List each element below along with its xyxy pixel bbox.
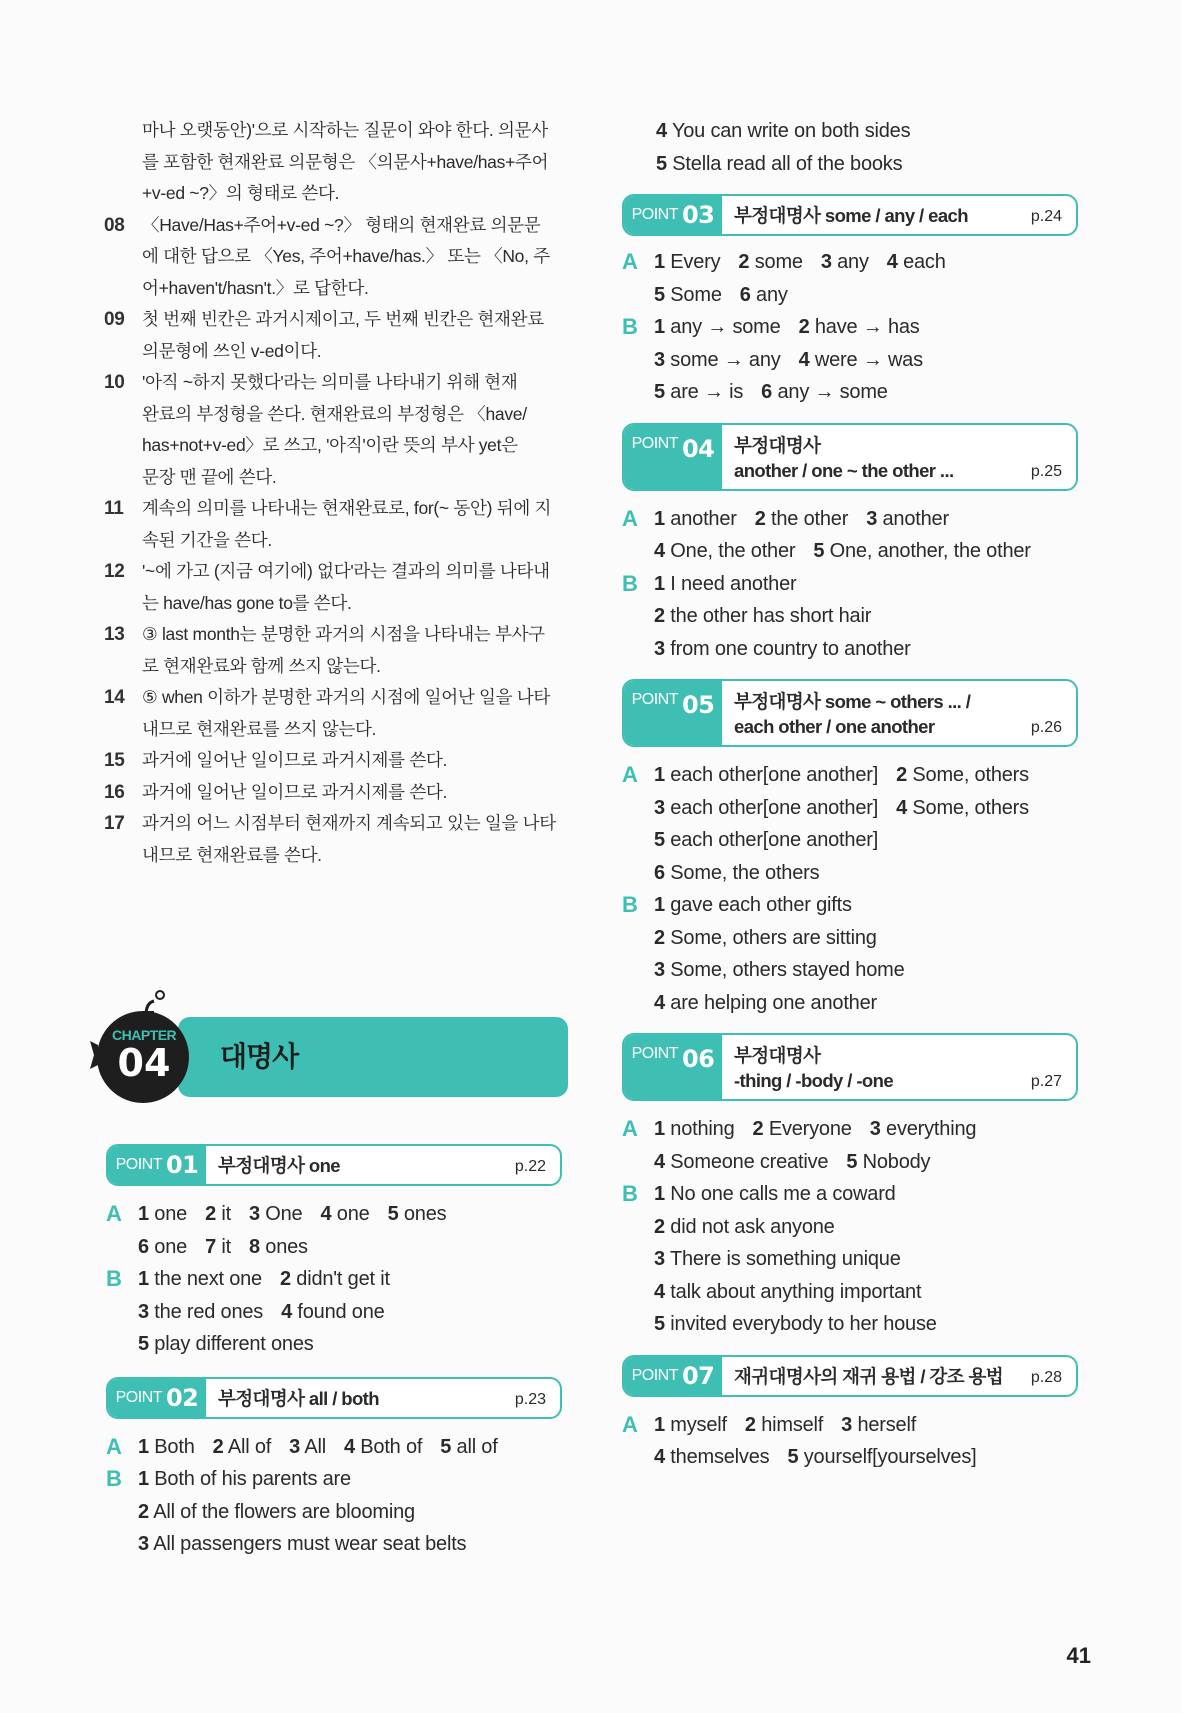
point-07-box (622, 1355, 1078, 1397)
explanation-list (104, 115, 564, 871)
point-title: 재귀대명사의 재귀 용법 / 강조 용법 (734, 1365, 1004, 1387)
answer-item: 1 Every (654, 251, 721, 273)
explanation-text: 내므로 현재완료를 쓴다. (142, 844, 322, 865)
answer-item: 4 each (886, 251, 946, 273)
explanation-line (104, 619, 564, 651)
answers-point-03 (622, 246, 1082, 409)
answer-item: 4 Someone creative (654, 1150, 829, 1173)
answer-number: 4 (656, 120, 667, 142)
item-number (104, 399, 142, 431)
answer-item: 5 Some (654, 283, 722, 306)
section-letter (622, 344, 654, 377)
answer-item: 2 Everyone (752, 1118, 852, 1140)
answer-line (622, 503, 1082, 536)
answer-item: 3 Some, others stayed home (654, 959, 905, 981)
answer-line (622, 759, 1082, 792)
explanation-line (104, 493, 564, 525)
section-letter (622, 1146, 654, 1179)
point-title: 부정대명사 another / one ~ the other ... (734, 434, 954, 481)
point-03-box (622, 194, 1078, 236)
answer-item: 4 talk about anything important (654, 1280, 922, 1303)
item-number: 09 (104, 309, 125, 330)
explanation-line (104, 430, 564, 462)
answer-item: 1 I need another (654, 572, 797, 595)
answer-line (106, 1198, 566, 1231)
item-number: 15 (104, 750, 125, 771)
answer-item: 1 gave each other gifts (654, 894, 852, 916)
item-number (104, 430, 142, 462)
section-letter: A (622, 762, 638, 787)
section-letter (622, 954, 654, 987)
point-tag: POINT 02 (108, 1379, 206, 1417)
explanation-line (104, 273, 564, 305)
answer-item: 3 from one country to another (654, 637, 911, 660)
answer-item: 2 the other has short hair (654, 605, 872, 627)
answer-item: 2 All of the flowers are blooming (138, 1500, 415, 1523)
answer-item: 5 all of (440, 1435, 498, 1458)
explanation-text: 과거의 어느 시점부터 현재까지 계속되고 있는 일을 나타 (142, 813, 556, 833)
section-letter (622, 1308, 654, 1341)
point-title: 부정대명사 some ~ others ... / each other / one another (734, 691, 971, 737)
section-letter (622, 279, 654, 312)
answer-item: 4 Both of (343, 1435, 423, 1458)
section-letter: B (622, 314, 638, 339)
item-number (104, 525, 142, 557)
answer-item: 4 are helping one another (654, 991, 877, 1014)
point-tag: POINT 07 (624, 1357, 722, 1395)
section-letter (622, 792, 654, 825)
answer-item: 5 Nobody (846, 1150, 931, 1173)
explanation-text: 계속의 의미를 나타내는 현재완료로, for(~ 동안) 뒤에 지 (142, 498, 552, 518)
answer-line (106, 1528, 566, 1561)
section-letter (622, 1276, 654, 1309)
item-number: 16 (104, 781, 125, 803)
answer-item: 1 the next one (138, 1268, 262, 1290)
section-letter (106, 1328, 138, 1361)
answer-line (622, 1113, 1082, 1146)
explanation-text: 를 포함한 현재완료 의문형은 〈의문사+have/has+주어 (142, 151, 549, 172)
explanation-text: ⑤ when 이하가 분명한 과거의 시점에 일어난 일을 나타 (142, 687, 551, 707)
point-04-box (622, 423, 1078, 491)
point-tag: POINT 04 (624, 425, 722, 489)
item-number (104, 273, 142, 305)
answer-item: 1 nothing (654, 1118, 735, 1140)
explanation-line (104, 241, 564, 273)
section-letter (106, 1296, 138, 1329)
chapter-label: CHAPTER (112, 1027, 177, 1043)
answer-item: 4 One, the other (654, 540, 796, 562)
answer-item: 5 yourself[yourselves] (787, 1446, 977, 1468)
item-number: 12 (104, 561, 125, 582)
answer-item: 3 All (289, 1435, 326, 1458)
answer-item: 3 There is something unique (654, 1248, 901, 1270)
answer-line (622, 1146, 1082, 1179)
answer-item: 2 it (205, 1203, 231, 1225)
point-tag: POINT 03 (624, 196, 722, 234)
explanation-text: 에 대한 답으로 〈Yes, 주어+have/has.〉 또는 〈No, 주 (142, 246, 550, 266)
explanation-text: 로 현재완료와 함께 쓰지 않는다. (142, 655, 381, 676)
section-letter (106, 1231, 138, 1264)
answer-text: Stella read all of the books (672, 152, 903, 175)
item-number: 13 (104, 624, 125, 645)
answer-item: 6 Some, the others (654, 861, 820, 884)
answer-item: 3 some → any (654, 348, 781, 371)
answer-line (656, 148, 1082, 181)
explanation-line (104, 745, 564, 777)
item-number: 11 (104, 498, 124, 519)
answer-item: 3 another (866, 507, 949, 530)
explanation-line (104, 210, 564, 242)
chapter-number: 04 (117, 1041, 171, 1085)
answer-item: 2 some (738, 251, 803, 273)
point-tag: POINT 06 (624, 1035, 722, 1099)
section-letter (622, 922, 654, 955)
section-letter (622, 1243, 654, 1276)
explanation-text: 과거에 일어난 일이므로 과거시제를 쓴다. (142, 781, 448, 802)
section-letter (622, 1441, 654, 1474)
answer-line (622, 792, 1082, 825)
answer-item: 5 each other[one another] (654, 829, 879, 851)
section-letter: B (106, 1466, 122, 1491)
answers-point-06 (622, 1113, 1082, 1341)
point-page: p.26 (1030, 719, 1062, 736)
item-number: 10 (104, 372, 125, 393)
item-number: 14 (104, 687, 125, 708)
answers-point-01 (106, 1198, 566, 1361)
section-letter: B (622, 892, 638, 917)
section-letter (622, 600, 654, 633)
section-letter: A (106, 1433, 122, 1459)
explanation-text: 속된 기간을 쓴다. (142, 529, 272, 550)
answer-line (622, 568, 1082, 601)
explanation-text: 첫 번째 빈칸은 과거시제이고, 두 번째 빈칸은 현재완료 (142, 309, 544, 329)
point-title: 부정대명사 one (218, 1155, 340, 1176)
explanation-text: +v-ed ~?〉의 형태로 쓴다. (142, 183, 340, 203)
answer-item: 7 it (205, 1235, 231, 1258)
explanation-text: 마나 오랫동안)'으로 시작하는 질문이 와야 한다. 의문사 (142, 120, 548, 140)
explanation-line (104, 808, 564, 840)
point-page: p.23 (514, 1390, 546, 1408)
answer-line (622, 889, 1082, 922)
explanation-text: ③ last month는 분명한 과거의 시점을 나타내는 부사구 (142, 624, 545, 644)
explanation-text: '~에 가고 (지금 여기에) 없다'라는 결과의 의미를 나타내 (142, 561, 550, 581)
explanation-line (104, 651, 564, 683)
answer-line (106, 1296, 566, 1329)
explanation-text: 완료의 부정형을 쓴다. 현재완료의 부정형은 〈have/ (142, 403, 527, 424)
answer-item: 5 play different ones (138, 1333, 314, 1355)
chapter-title: 대명사 (220, 1041, 299, 1072)
explanation-line (104, 336, 564, 368)
answer-line (622, 857, 1082, 890)
item-number (104, 651, 142, 683)
answer-item: 3 One (248, 1203, 303, 1225)
item-number: 08 (104, 214, 125, 236)
explanation-text: '아직 ~하지 못했다'라는 의미를 나타내기 위해 현재 (142, 372, 518, 392)
explanation-line (104, 777, 564, 809)
answer-item: 5 are → is (654, 381, 744, 403)
answer-item: 1 another (654, 507, 737, 530)
explanation-line (104, 304, 564, 336)
answer-item: 5 invited everybody to her house (654, 1313, 937, 1335)
point-page: p.28 (1030, 1368, 1062, 1386)
page-number: 41 (1066, 1643, 1091, 1668)
explanation-text: 내므로 현재완료를 쓰지 않는다. (142, 718, 377, 739)
explanation-text: has+not+v-ed〉로 쓰고, '아직'이란 뜻의 부사 yet은 (142, 435, 518, 455)
answer-line (622, 246, 1082, 279)
answer-line (656, 115, 1082, 148)
explanation-line (104, 115, 564, 147)
answer-line (622, 824, 1082, 857)
section-letter (622, 535, 654, 568)
item-number (104, 336, 142, 368)
answer-item: 6 any (739, 283, 788, 306)
answer-line (622, 311, 1082, 344)
section-letter: A (622, 1116, 638, 1141)
answer-line (106, 1231, 566, 1264)
answers-point-05 (622, 759, 1082, 1019)
answer-line (622, 535, 1082, 568)
explanation-line (104, 588, 564, 620)
item-number: 17 (104, 813, 125, 834)
section-letter (622, 1211, 654, 1244)
answer-item: 1 any → some (654, 316, 781, 338)
item-number (104, 840, 142, 872)
answer-line (106, 1328, 566, 1361)
answer-line (622, 633, 1082, 666)
answer-line (622, 344, 1082, 377)
answer-line (622, 1243, 1082, 1276)
answer-item: 3 the red ones (138, 1300, 264, 1323)
answer-line (106, 1463, 566, 1496)
point-05-box (622, 679, 1078, 747)
answer-item: 3 All passengers must wear seat belts (138, 1533, 467, 1555)
answer-line (106, 1263, 566, 1296)
answer-item: 4 one (320, 1203, 370, 1225)
answer-item: 1 Both of his parents are (138, 1468, 351, 1490)
answers-point-04 (622, 503, 1082, 666)
answer-item: 2 the other (754, 507, 849, 530)
explanation-text: 문장 맨 끝에 쓴다. (142, 466, 277, 487)
answer-item: 6 one (138, 1235, 188, 1258)
answer-item: 2 Some, others are sitting (654, 926, 877, 949)
answer-line (622, 987, 1082, 1020)
section-letter (622, 857, 654, 890)
answer-item: 1 myself (654, 1413, 727, 1436)
answer-line (622, 922, 1082, 955)
answer-text: You can write on both sides (671, 120, 911, 142)
item-number (104, 115, 142, 147)
explanation-line (104, 399, 564, 431)
answer-line (106, 1431, 566, 1464)
answer-line (622, 954, 1082, 987)
point-page: p.27 (1030, 1073, 1062, 1090)
section-letter (622, 633, 654, 666)
item-number (104, 241, 142, 273)
answer-line (622, 279, 1082, 312)
point-title: 부정대명사 all / both (218, 1387, 379, 1409)
answer-line (622, 376, 1082, 409)
answer-item: 8 ones (248, 1235, 308, 1258)
answer-number: 5 (656, 152, 667, 175)
explanation-line (104, 556, 564, 588)
point-02-box (106, 1377, 562, 1419)
point-page: p.22 (514, 1158, 546, 1175)
answer-item: 2 All of (212, 1435, 272, 1458)
answer-item: 5 ones (387, 1203, 447, 1225)
answer-line (622, 1211, 1082, 1244)
answer-item: 3 any (820, 251, 869, 273)
answer-item: 1 Both (138, 1435, 195, 1458)
answer-item: 4 Some, others (896, 796, 1029, 819)
left-points (106, 1144, 566, 1561)
answer-item: 1 each other[one another] (654, 764, 879, 786)
point-page: p.24 (1030, 208, 1062, 225)
answer-item: 4 themselves (654, 1446, 770, 1468)
section-letter (622, 824, 654, 857)
answer-line (622, 1409, 1082, 1442)
section-letter (106, 1528, 138, 1561)
point-01-box (106, 1144, 562, 1186)
answers-point-07 (622, 1409, 1082, 1474)
item-number (104, 462, 142, 494)
answer-line (622, 1276, 1082, 1309)
answer-line (622, 1441, 1082, 1474)
answer-item: 6 any → some (761, 381, 888, 403)
explanation-text: 의문형에 쓰인 v-ed이다. (142, 340, 322, 361)
answer-item: 2 have → has (798, 316, 920, 338)
answer-item: 1 one (138, 1203, 188, 1225)
answer-line (622, 1178, 1082, 1211)
explanation-line (104, 178, 564, 210)
chapter-banner (88, 975, 568, 1105)
explanation-line (104, 147, 564, 179)
item-number (104, 588, 142, 620)
section-letter: A (622, 1411, 638, 1437)
answer-item: 2 did not ask anyone (654, 1215, 835, 1238)
explanation-line (104, 714, 564, 746)
answer-line (106, 1496, 566, 1529)
answer-item: 3 everything (869, 1118, 977, 1140)
point-tag: POINT 01 (108, 1146, 206, 1184)
answer-item: 2 Some, others (896, 764, 1029, 786)
section-letter: A (622, 249, 638, 274)
item-number (104, 714, 142, 746)
explanation-text: 〈Have/Has+주어+v-ed ~?〉 형태의 현재완료 의문문 (142, 214, 541, 235)
right-column (622, 115, 1082, 1474)
answer-line (622, 1308, 1082, 1341)
explanation-text: 과거에 일어난 일이므로 과거시제를 쓴다. (142, 750, 448, 770)
item-number (104, 178, 142, 210)
section-letter: A (622, 505, 638, 531)
continued-answers (656, 115, 1082, 180)
section-letter: B (622, 570, 638, 596)
answer-item: 3 each other[one another] (654, 796, 879, 819)
explanation-text: 어+haven't/hasn't.〉로 답한다. (142, 277, 369, 298)
explanation-line (104, 840, 564, 872)
point-page: p.25 (1030, 462, 1062, 480)
point-title: 부정대명사 -thing / -body / -one (734, 1045, 894, 1091)
answer-item: 5 One, another, the other (813, 540, 1031, 562)
answers-point-02 (106, 1431, 566, 1561)
item-number (104, 147, 142, 179)
section-letter: B (106, 1266, 122, 1291)
section-letter (622, 987, 654, 1020)
section-letter: B (622, 1181, 638, 1206)
answer-item: 4 were → was (798, 348, 923, 371)
answer-item: 2 himself (744, 1413, 824, 1436)
answer-item: 2 didn't get it (280, 1268, 390, 1290)
explanation-text: 는 have/has gone to를 쓴다. (142, 592, 352, 613)
explanation-line (104, 462, 564, 494)
explanation-line (104, 525, 564, 557)
section-letter (622, 376, 654, 409)
explanation-line (104, 682, 564, 714)
answer-item: 3 herself (841, 1413, 917, 1436)
section-letter: A (106, 1201, 122, 1226)
answer-item: 1 No one calls me a coward (654, 1183, 896, 1205)
answer-line (622, 600, 1082, 633)
point-06-box (622, 1033, 1078, 1101)
section-letter (106, 1496, 138, 1529)
point-title: 부정대명사 some / any / each (734, 205, 968, 226)
explanation-line (104, 367, 564, 399)
point-tag: POINT 05 (624, 681, 722, 745)
answer-item: 4 found one (281, 1300, 385, 1323)
